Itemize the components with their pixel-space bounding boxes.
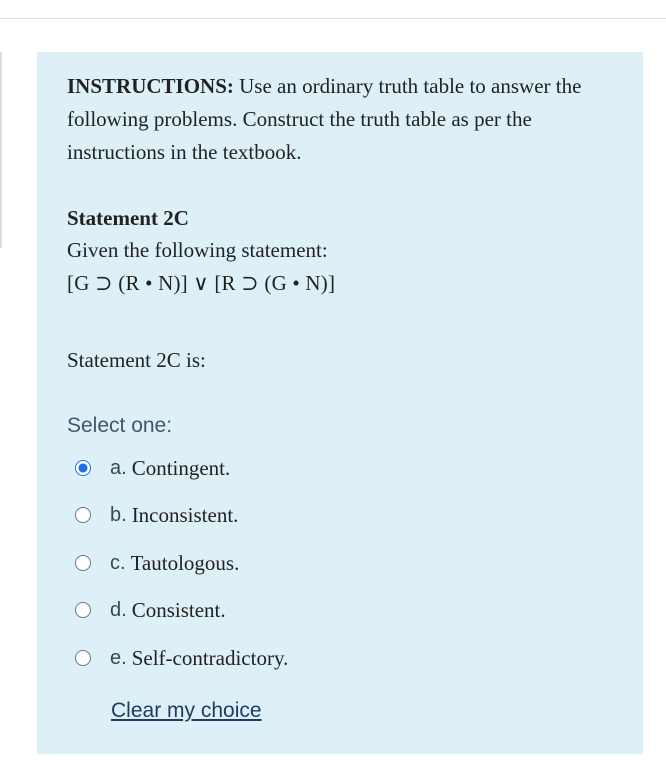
- answer-text: Inconsistent.: [131, 502, 239, 527]
- logic-formula: [G ⊃ (R • N)] ∨ [R ⊃ (G • N)]: [67, 271, 336, 295]
- answer-letter: c.: [110, 551, 126, 574]
- top-divider: [0, 18, 666, 19]
- radio-a[interactable]: [75, 460, 91, 476]
- radio-e[interactable]: [75, 650, 91, 666]
- answer-letter: b.: [110, 503, 127, 526]
- radio-d[interactable]: [75, 602, 91, 618]
- answer-text: Contingent.: [131, 455, 231, 480]
- clear-choice-link[interactable]: Clear my choice: [111, 699, 262, 722]
- instructions-text: [67, 70, 627, 169]
- answer-letter: a.: [110, 456, 127, 479]
- radio-c[interactable]: [75, 555, 91, 571]
- radio-b[interactable]: [75, 507, 91, 523]
- answer-letter: e.: [110, 646, 127, 669]
- instructions-body: Use an ordinary truth table to answer the following problems. Construct the truth table as per the instructions in the textbook.: [67, 74, 582, 164]
- answer-option-e[interactable]: [75, 643, 375, 673]
- statement-is-label: Statement 2C is:: [67, 348, 206, 372]
- instructions-label: INSTRUCTIONS:: [67, 74, 234, 98]
- answer-option-d[interactable]: [75, 595, 375, 625]
- answer-letter: d.: [110, 598, 127, 621]
- answer-text: Self-contradictory.: [131, 645, 289, 670]
- left-border: [0, 52, 2, 248]
- answer-option-b[interactable]: [75, 500, 375, 530]
- statement-title: Statement 2C: [67, 206, 189, 230]
- answer-option-a[interactable]: [75, 453, 375, 483]
- answer-text: Tautologous.: [130, 550, 240, 575]
- given-text: Given the following statement:: [67, 238, 328, 262]
- answer-text: Consistent.: [131, 597, 226, 622]
- question-panel: [37, 52, 643, 754]
- select-one-prompt: Select one:: [67, 414, 173, 437]
- answer-option-c[interactable]: [75, 548, 375, 578]
